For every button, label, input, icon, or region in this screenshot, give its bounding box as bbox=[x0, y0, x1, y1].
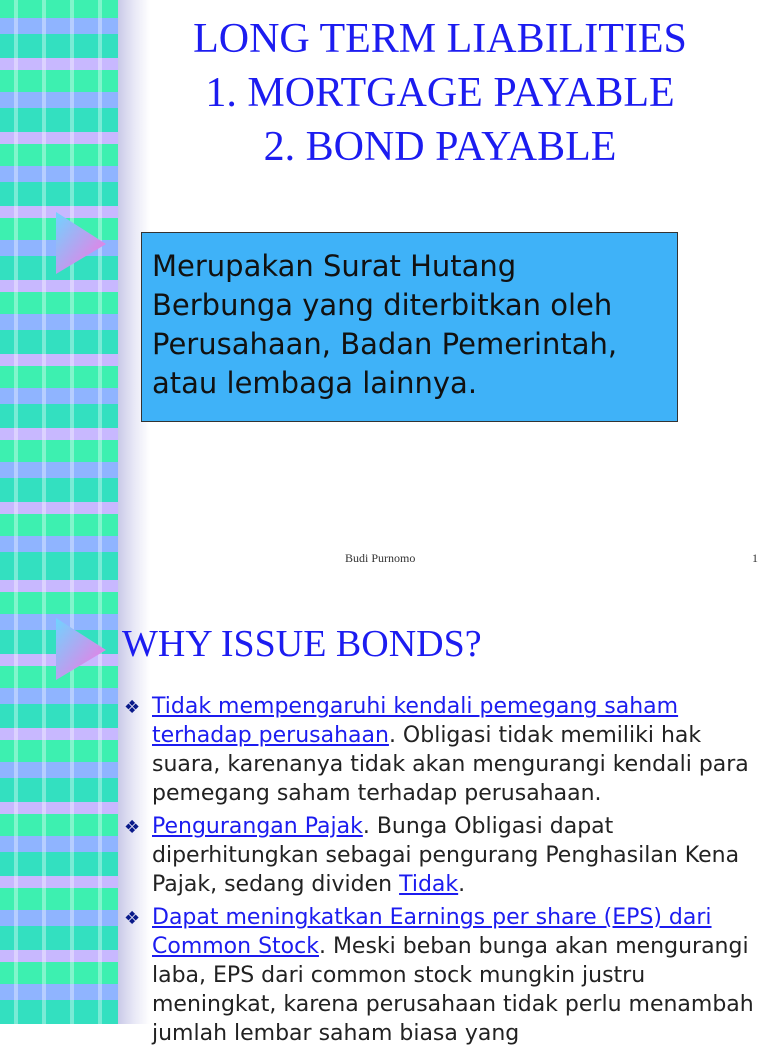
title-line-3: 2. BOND PAYABLE bbox=[263, 124, 617, 170]
footer-author: Budi Purnomo bbox=[345, 551, 416, 565]
list-item bbox=[122, 692, 762, 808]
title-line-1: LONG TERM LIABILITIES bbox=[193, 16, 687, 62]
pink-triangle-icon bbox=[52, 210, 108, 276]
slide-title: WHY ISSUE BONDS? bbox=[122, 623, 482, 665]
list-item bbox=[122, 903, 762, 1048]
bullet-lead: Tidak mempengaruhi kendali pemegang saham terhadap perusahaan bbox=[152, 694, 679, 748]
definition-line: Perusahaan, Badan Pemerintah, bbox=[152, 327, 618, 361]
slide-2 bbox=[0, 576, 768, 1046]
diamond-bullet-icon: ❖ bbox=[124, 817, 141, 838]
bullet-text: . Bunga Obligasi dapat diperhitungkan sebagai pengurang Penghasilan Kena Pajak, sedang dividen bbox=[152, 814, 740, 897]
bullet-list bbox=[122, 692, 762, 1052]
slide-title bbox=[150, 12, 730, 174]
diamond-bullet-icon: ❖ bbox=[124, 697, 141, 718]
diamond-bullet-icon: ❖ bbox=[124, 908, 141, 929]
list-item bbox=[122, 812, 762, 899]
definition-line: Berbunga yang diterbitkan oleh bbox=[152, 288, 613, 322]
bullet-lead: Dapat meningkatkan Earnings per share (EPS) dari Common Stock bbox=[152, 905, 712, 959]
bullet-tail: . bbox=[458, 872, 466, 897]
page-number: 1 bbox=[752, 551, 758, 565]
bullet-lead: Pengurangan Pajak bbox=[152, 814, 363, 839]
decorative-strip bbox=[0, 0, 118, 576]
pink-triangle-icon bbox=[52, 616, 108, 682]
title-line-2: 1. MORTGAGE PAYABLE bbox=[205, 70, 675, 116]
definition-box bbox=[141, 232, 678, 422]
bullet-text: . Obligasi tidak memiliki hak suara, karenanya tidak akan mengurangi kendali para pemegang saham terhadap perusahaan. bbox=[152, 723, 749, 806]
definition-line: atau lembaga lainnya. bbox=[152, 366, 478, 400]
bullet-tail-link: Tidak bbox=[399, 872, 459, 897]
bullet-text: . Meski beban bunga akan mengurangi laba, EPS dari common stock mungkin justru meningkat, karena perusahaan tidak perlu menambah jumlah lembar saham biasa yang bbox=[152, 934, 754, 1046]
definition-line: Merupakan Surat Hutang bbox=[152, 249, 517, 283]
